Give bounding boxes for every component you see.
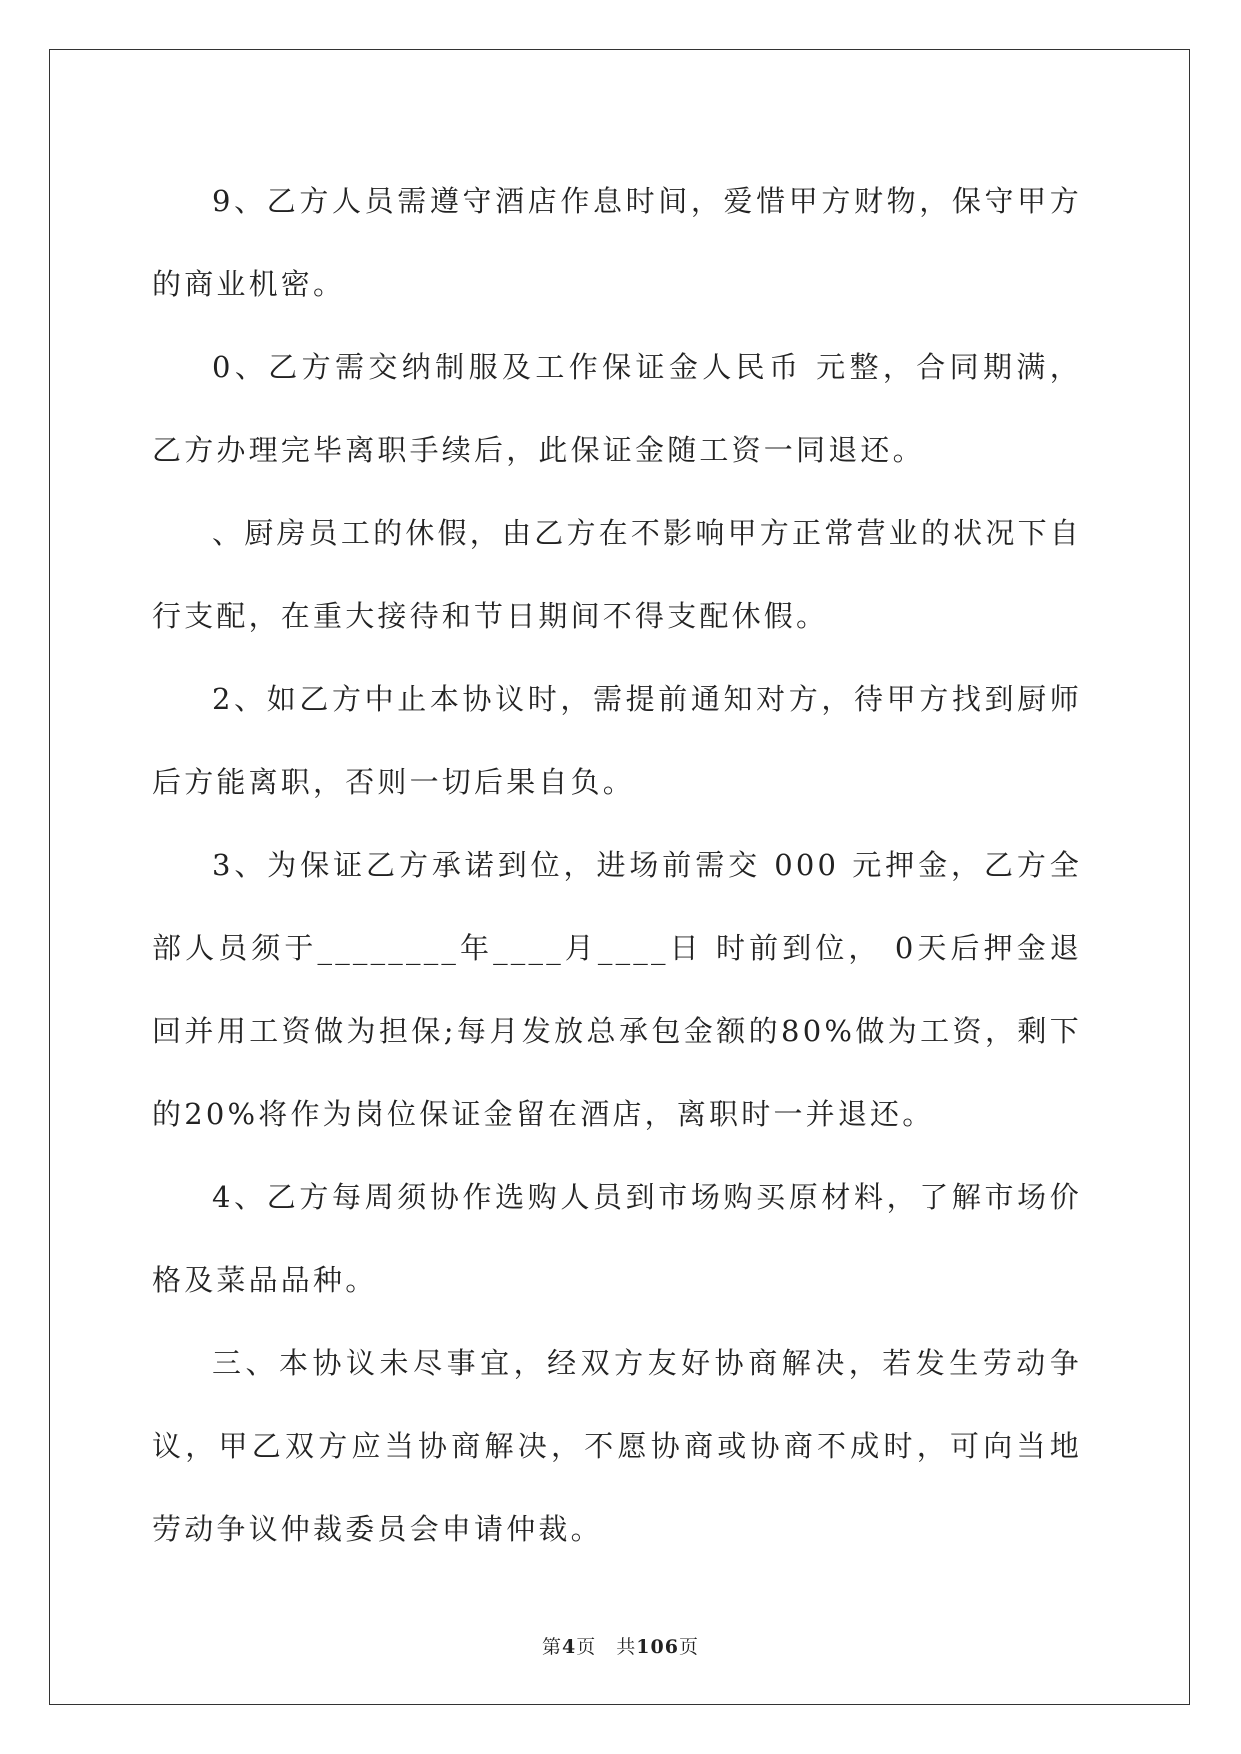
- total-pages: 106: [636, 1636, 679, 1658]
- page-prefix: 第: [542, 1636, 563, 1658]
- paragraph-item-11: 、厨房员工的休假，由乙方在不影响甲方正常营业的状况下自行支配，在重大接待和节日期间不得支配休假。: [152, 516, 1082, 633]
- paragraph-item-14: 4、乙方每周须协作选购人员到市场购买原材料，了解市场价格及菜品品种。: [152, 1180, 1082, 1297]
- paragraph-item-12: 2、如乙方中止本协议时，需提前通知对方，待甲方找到厨师后方能离职，否则一切后果自负。: [152, 682, 1082, 799]
- document-body: [152, 160, 1082, 1571]
- total-prefix: 共: [616, 1636, 637, 1658]
- paragraph-section-three: 三、本协议未尽事宜，经双方友好协商解决，若发生劳动争议，甲乙双方应当协商解决，不愿协商或协商不成时，可向当地劳动争议仲裁委员会申请仲裁。: [152, 1346, 1082, 1546]
- paragraph-item-13: 3、为保证乙方承诺到位，进场前需交 000 元押金，乙方全部人员须于________年____月____日 时前到位， 0天后押金退回并用工资做为担保;每月发放总承包金额的80%做为工资，剩下的20%将作为岗位保证金留在酒店，离职时一并退还。: [152, 848, 1082, 1131]
- paragraph-item-9: 9、乙方人员需遵守酒店作息时间，爱惜甲方财物，保守甲方的商业机密。: [152, 184, 1082, 301]
- paragraph-item-10: 0、乙方需交纳制服及工作保证金人民币 元整，合同期满，乙方办理完毕离职手续后，此保证金随工资一同退还。: [152, 350, 1082, 467]
- total-suffix: 页: [678, 1636, 699, 1658]
- page-footer: [0, 1632, 1241, 1659]
- page-suffix: 页: [576, 1636, 597, 1658]
- page-number: 4: [562, 1636, 577, 1658]
